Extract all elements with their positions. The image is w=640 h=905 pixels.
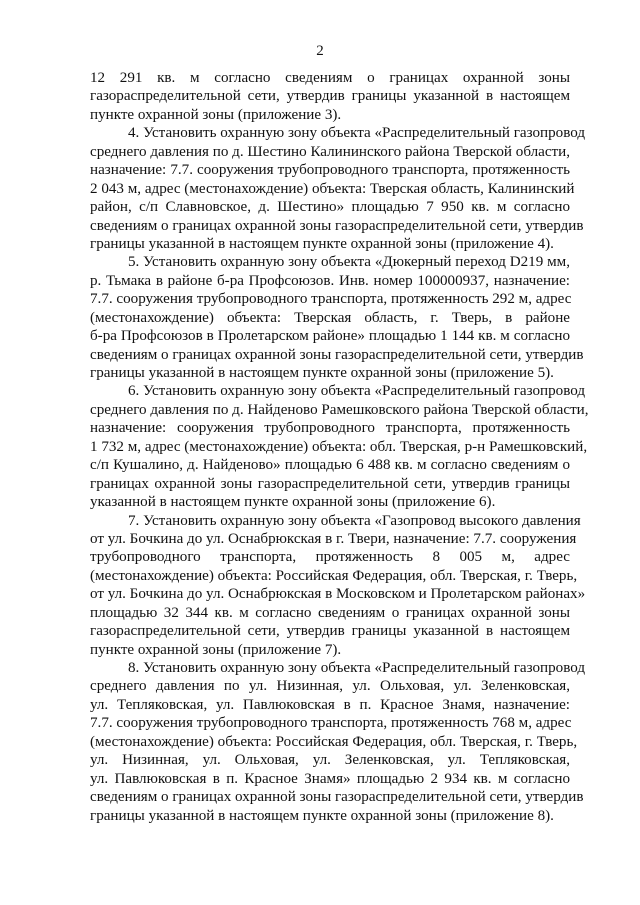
text-line: р. Тьмака в районе б-ра Профсоюзов. Инв. номер 100000937, назначение:: [90, 272, 570, 289]
text-line: 5. Установить охранную зону объекта «Дюкерный переход D219 мм,: [128, 254, 570, 271]
text-line: 12 291 кв. м согласно сведениям о границах охранной зоны: [90, 70, 570, 86]
text-line: среднего давления по д. Найденово Рамешковского района Тверской области,: [90, 401, 589, 418]
text-line: 7.7. сооружения трубопроводного транспорта, протяженность 768 м, адрес: [90, 715, 572, 732]
text-line: 7.7. сооружения трубопроводного транспорта, протяженность 292 м, адрес: [90, 291, 572, 308]
text-line: б-ра Профсоюзов в Пролетарском районе» площадью 1 144 кв. м согласно: [90, 328, 570, 345]
text-line: 2 043 м, адрес (местонахождение) объекта: Тверская область, Калининский: [90, 180, 575, 197]
text-line: границы указанной в настоящем пункте охранной зоны (приложение 4).: [90, 235, 554, 252]
paragraph-1: [90, 69, 570, 124]
text-line: границы указанной в настоящем пункте охранной зоны (приложение 8).: [90, 807, 554, 824]
text-line: 8. Установить охранную зону объекта «Распределительный газопровод: [128, 660, 586, 676]
paragraph-5: [90, 512, 586, 660]
text-line: 6. Установить охранную зону объекта «Распределительный газопровод: [128, 383, 586, 400]
text-line: ул. Павлюковская в п. Красное Знамя» площадью 2 934 кв. м согласно: [90, 770, 570, 787]
text-line: сведениям о границах охранной зоны газораспределительной сети, утвердив: [90, 789, 584, 806]
document-body: [90, 69, 589, 825]
text-line: назначение: сооружения трубопроводного транспорта, протяженность: [90, 420, 570, 437]
text-line: назначение: 7.7. сооружения трубопроводного транспорта, протяженность: [90, 162, 570, 179]
paragraph-3: [90, 253, 584, 382]
text-line: ул. Тепляковская, ул. Павлюковская в п. Красное Знамя, назначение:: [90, 696, 570, 713]
text-line: газораспределительной сети, утвердив границы указанной в настоящем: [90, 623, 570, 640]
text-line: (местонахождение) объекта: Российская Федерация, обл. Тверская, г. Тверь,: [90, 567, 578, 584]
text-line: ул. Низинная, ул. Ольховая, ул. Зеленковская, ул. Тепляковская,: [90, 752, 570, 769]
text-line: сведениям о границах охранной зоны газораспределительной сети, утвердив: [90, 217, 584, 234]
text-line: среднего давления по ул. Низинная, ул. Ольховая, ул. Зеленковская,: [90, 678, 570, 695]
text-line: сведениям о границах охранной зоны газораспределительной сети, утвердив: [90, 346, 584, 363]
text-line: трубопроводного транспорта, протяженность 8 005 м, адрес: [90, 549, 570, 566]
page-number: 2: [316, 43, 324, 59]
text-line: границы указанной в настоящем пункте охранной зоны (приложение 5).: [90, 365, 554, 381]
text-line: пункте охранной зоны (приложение 3).: [90, 106, 342, 123]
text-line: от ул. Бочкина до ул. Оснабрюкская в г. Твери, назначение: 7.7. сооружения: [90, 530, 577, 547]
text-line: пункте охранной зоны (приложение 7).: [90, 641, 342, 658]
text-line: газораспределительной сети, утвердив границы указанной в настоящем: [90, 88, 570, 105]
paragraph-4: [90, 382, 589, 511]
text-line: указанной в настоящем пункте охранной зоны (приложение 6).: [90, 494, 496, 511]
paragraph-6: [90, 659, 586, 825]
text-line: среднего давления по д. Шестино Калининского района Тверской области,: [90, 143, 570, 160]
text-line: (местонахождение) объекта: Российская Федерация, обл. Тверская, г. Тверь,: [90, 733, 578, 750]
paragraph-2: [90, 124, 586, 253]
text-line: с/п Кушалино, д. Найденово» площадью 6 488 кв. м согласно сведениям о: [90, 457, 570, 474]
text-line: границах охранной зоны газораспределительной сети, утвердив границы: [90, 475, 570, 492]
text-line: (местонахождение) объекта: Тверская область, г. Тверь, в районе: [90, 309, 570, 326]
text-line: 7. Установить охранную зону объекта «Газопровод высокого давления: [128, 512, 581, 529]
text-line: 4. Установить охранную зону объекта «Распределительный газопровод: [128, 125, 586, 142]
text-line: 1 732 м, адрес (местонахождение) объекта: обл. Тверская, р-н Рамешковский,: [90, 438, 588, 455]
text-line: район, с/п Славновское, д. Шестино» площадью 7 950 кв. м согласно: [90, 199, 570, 216]
text-line: от ул. Бочкина до ул. Оснабрюкская в Московском и Пролетарском районах»: [90, 586, 586, 603]
text-line: площадью 32 344 кв. м согласно сведениям о границах охранной зоны: [90, 604, 570, 621]
